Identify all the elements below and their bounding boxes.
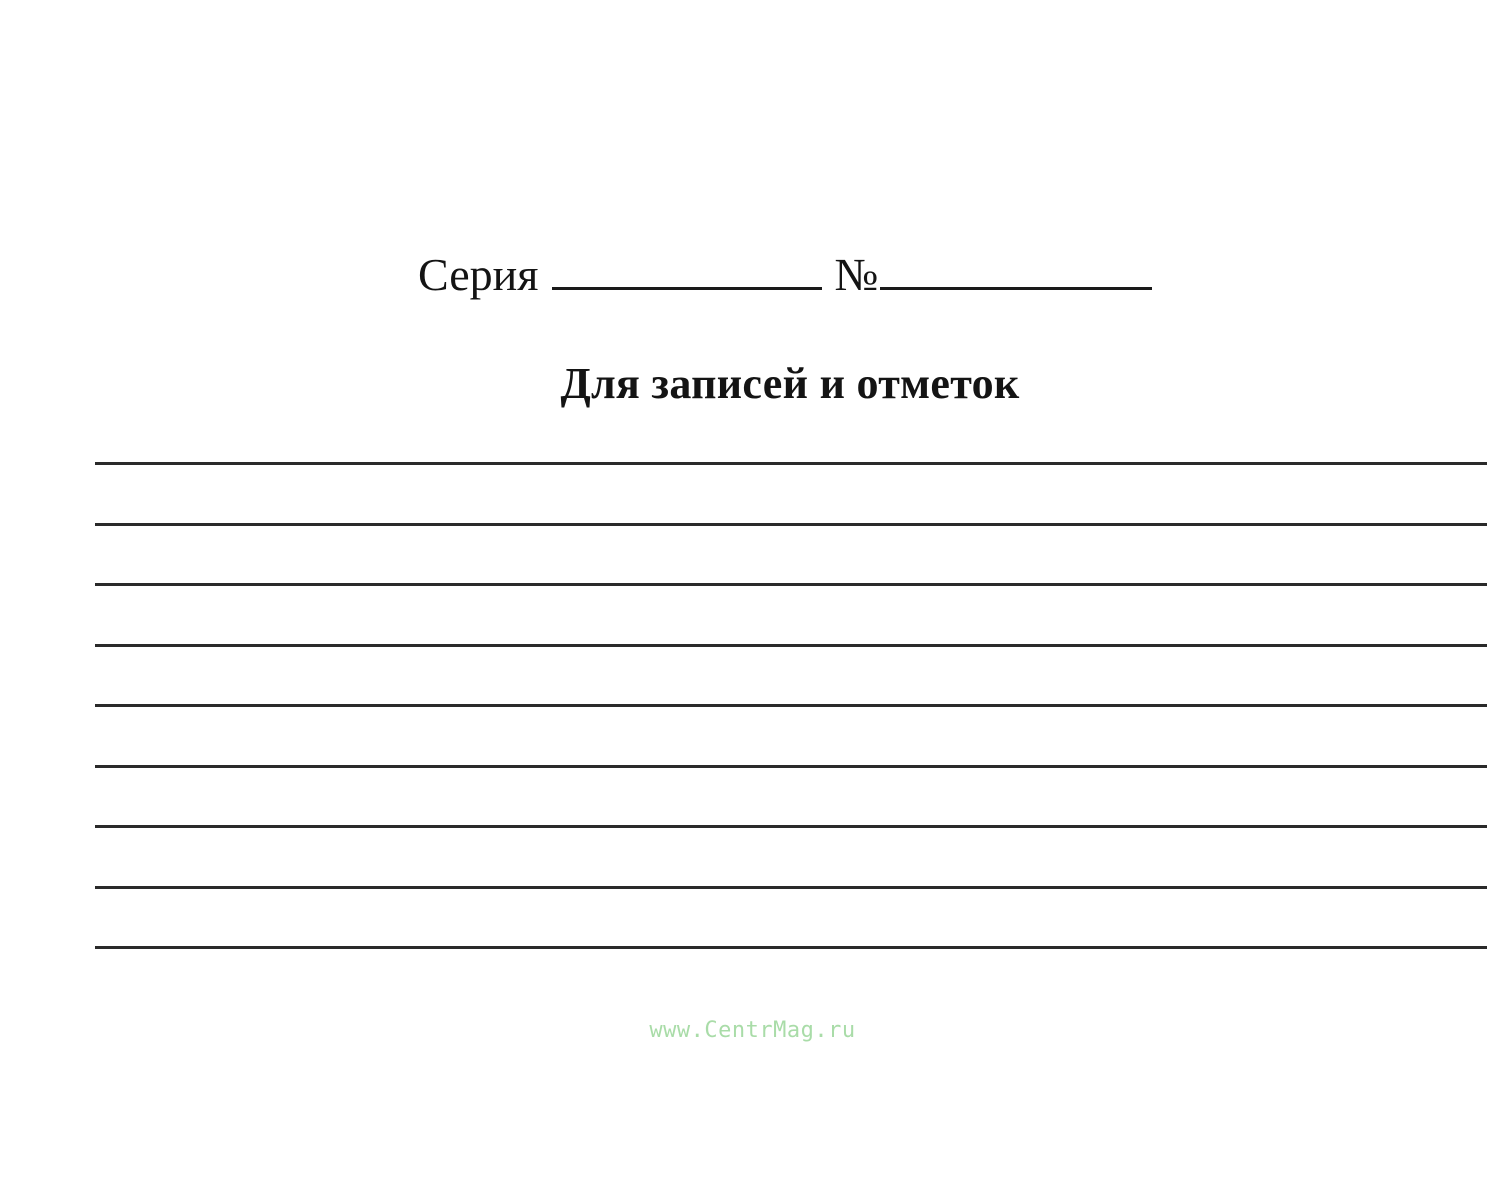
note-line[interactable] <box>95 523 1487 526</box>
series-number-row <box>418 238 1152 298</box>
series-blank-field[interactable] <box>552 287 822 290</box>
number-blank-field[interactable] <box>880 287 1152 290</box>
series-label: Серия <box>418 249 539 300</box>
number-label: № <box>834 249 879 300</box>
note-line[interactable] <box>95 946 1487 949</box>
note-line[interactable] <box>95 886 1487 889</box>
note-line[interactable] <box>95 765 1487 768</box>
watermark: www.CentrMag.ru <box>649 1018 856 1043</box>
note-line[interactable] <box>95 644 1487 647</box>
note-line[interactable] <box>95 462 1487 465</box>
notes-heading: Для записей и отметок <box>560 359 1020 408</box>
note-line[interactable] <box>95 583 1487 586</box>
note-line[interactable] <box>95 704 1487 707</box>
note-line[interactable] <box>95 825 1487 828</box>
